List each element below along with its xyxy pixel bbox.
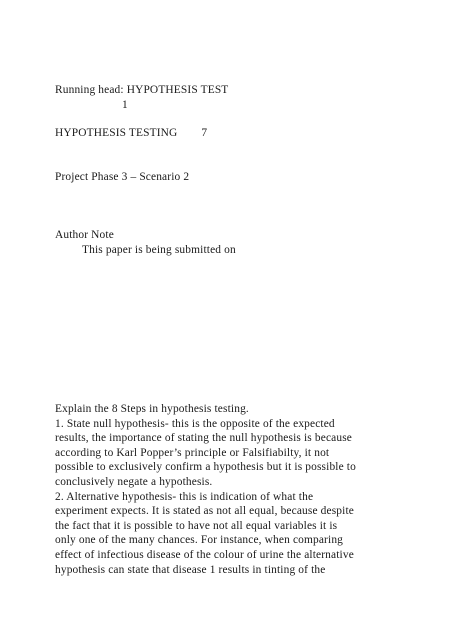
author-note-text: This paper is being submitted on [82, 244, 236, 256]
body-line: according to Karl Popper’s principle or Falsifiabilty, it not [55, 446, 330, 459]
project-title: Project Phase 3 – Scenario 2 [55, 171, 190, 183]
body-line: effect of infectious disease of the colour of urine the alternative [55, 548, 354, 561]
body-line: experiment expects. It is stated as not all equal, because despite [55, 505, 354, 518]
body-line: 2. Alternative hypothesis- this is indication of what the [55, 490, 314, 503]
page-number: 1 [122, 99, 128, 111]
body-line: hypothesis can state that disease 1 results in tinting of the [55, 563, 326, 576]
body-line: conclusively negate a hypothesis. [55, 475, 213, 488]
body-line: Explain the 8 Steps in hypothesis testing. [55, 403, 249, 415]
running-head: Running head: HYPOTHESIS TEST [55, 84, 229, 96]
body-line: results, the importance of stating the null hypothesis is because [55, 432, 352, 445]
body-line: 1. State null hypothesis- this is the opposite of the expected [55, 417, 335, 430]
body-line: only one of the many chances. For instance, when comparing [55, 534, 344, 547]
author-note-heading: Author Note [55, 229, 114, 241]
body-text [55, 402, 415, 577]
header-title: HYPOTHESIS TESTING 7 [55, 127, 208, 139]
body-line: possible to exclusively confirm a hypothesis but it is possible to [55, 461, 356, 474]
body-line: the fact that it is possible to have not all equal variables it is [55, 519, 338, 532]
